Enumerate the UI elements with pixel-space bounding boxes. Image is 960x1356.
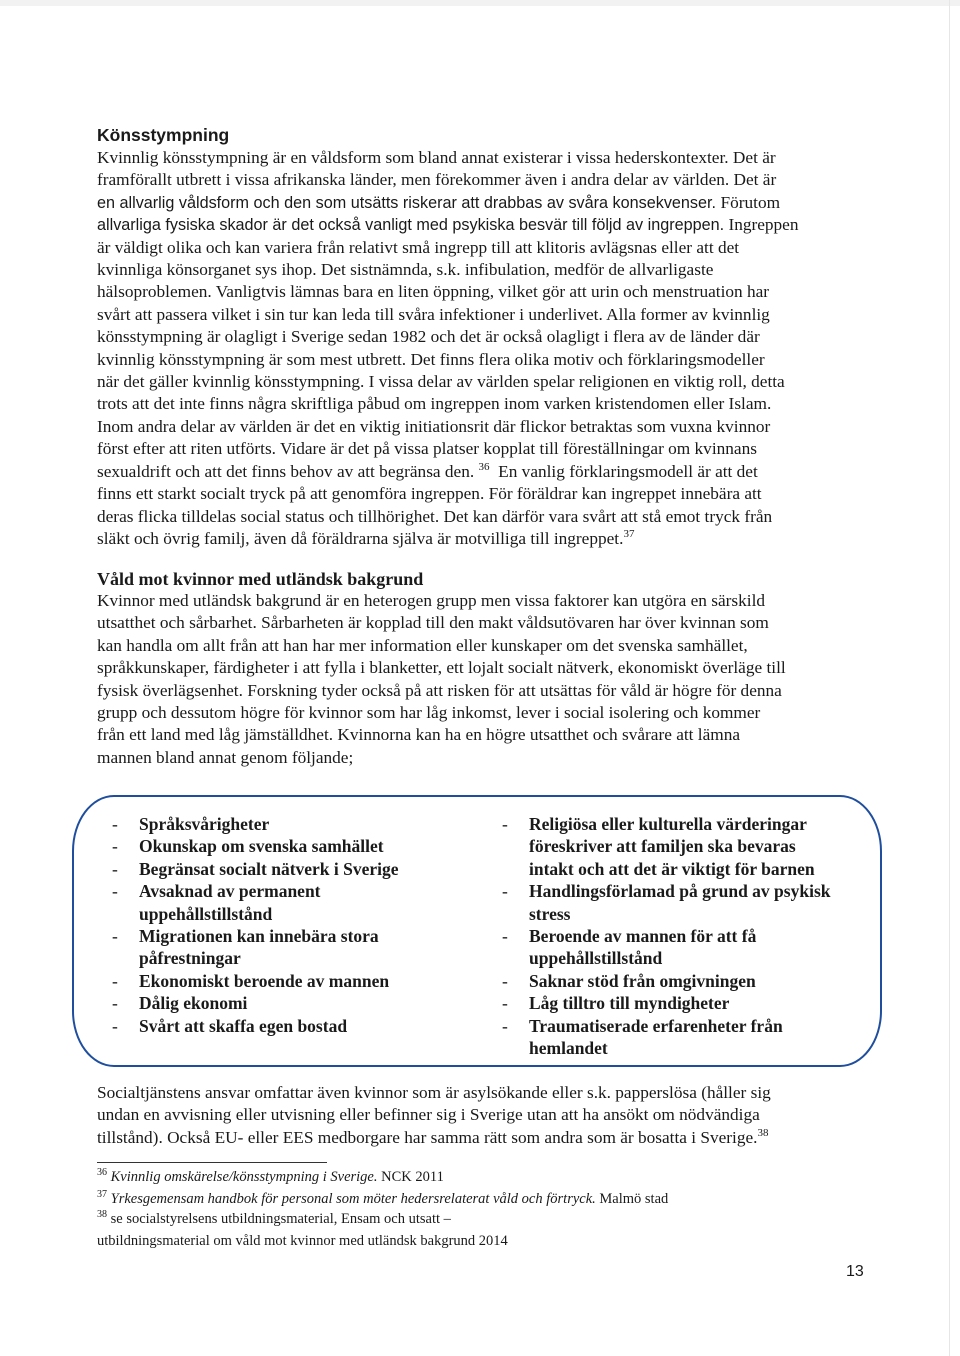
- text-line: Inom andra delar av världen är det en viktig initiationsrit där flickor betraktas som vuxna kvinnor: [97, 416, 771, 436]
- paragraph-socialtjanst: [97, 1082, 867, 1149]
- footnote-38-continuation: utbildningsmaterial om våld mot kvinnor med utländsk bakgrund 2014: [97, 1233, 508, 1249]
- dash-bullet: -: [502, 814, 508, 834]
- list-item: [502, 992, 872, 1014]
- list-item-text: Avsaknad av permanent: [139, 881, 321, 902]
- text-line: framförallt utbrett i vissa afrikanska länder, men förekommer även i andra delar av världen. Det är: [97, 170, 777, 190]
- list-item-text: uppehållstillstånd: [529, 948, 663, 969]
- list-item-text: intakt och att det är viktigt för barnen: [529, 858, 815, 879]
- text-line: Socialtjänstens ansvar omfattar även kvinnor som är asylsökande eller s.k. papperslösa (håller sig: [97, 1083, 771, 1102]
- footnote-number: 37: [97, 1189, 107, 1201]
- text-line: kan handla om allt från att han har mer information eller kunskaper om det svenska samhället,: [97, 635, 748, 655]
- paragraph-konsstympning: [97, 147, 867, 550]
- factor-list-right: [502, 813, 872, 1059]
- text-line: [97, 1127, 867, 1149]
- text-line: kvinnlig könsstympning är som mest utbrett. Det finns flera olika motiv och förklaringsmodeller: [97, 349, 765, 369]
- text-line: [97, 192, 867, 214]
- text-line: grupp och dessutom högre för kvinnor som har låg inkomst, lever i social isolering och kommer: [97, 703, 761, 723]
- dash-bullet: -: [502, 1015, 508, 1036]
- text-line: Kvinnor med utländsk bakgrund är en heterogen grupp men vissa faktorer kan utgöra en särskild: [97, 591, 766, 610]
- scan-top-band: [0, 0, 960, 6]
- list-item: [502, 970, 872, 992]
- dash-bullet: -: [112, 970, 118, 991]
- text-line: från ett land med låg jämställdhet. Kvinnorna kan ha en högre utsatthet och svårare att lämna: [97, 725, 741, 745]
- list-item-text: föreskriver att familjen ska bevaras: [529, 836, 796, 857]
- text-line: deras flicka tilldelas social status och tillhörighet. Det kan därför vara svårt att stå emot tryck från: [97, 506, 773, 526]
- list-item-text: Språksvårigheter: [139, 814, 270, 834]
- list-item: [112, 970, 442, 992]
- factor-list-left: [112, 813, 442, 1037]
- dash-bullet: -: [502, 970, 508, 991]
- list-item-text: stress: [529, 903, 571, 924]
- text-line: är väldigt olika och kan variera från relativt små ingrepp till att klitoris avlägsnas eller att det: [97, 237, 740, 257]
- list-item: [112, 858, 442, 880]
- text-segment: En vanlig förklaringsmodell är att det: [498, 461, 758, 481]
- list-item: [112, 1015, 442, 1037]
- dash-bullet: -: [112, 881, 118, 902]
- footnote-source: Malmö stad: [599, 1191, 669, 1207]
- list-item-text: Ekonomiskt beroende av mannen: [139, 970, 390, 991]
- list-item: [112, 925, 442, 970]
- list-item: [112, 992, 442, 1014]
- list-item-text: hemlandet: [529, 1038, 608, 1059]
- text-line: svårt att passera vilket i sin tur kan leda till svåra infektioner i underlivet. Alla former av kvinnlig: [97, 304, 770, 324]
- list-item: [502, 925, 872, 970]
- list-item-text: Handlingsförlamad på grund av psykisk: [529, 881, 831, 902]
- text-line: först efter att riten utförts. Vidare är det på vissa platser kopplat till föreställningar om kvinnans: [97, 439, 757, 459]
- paragraph-vald-mot-kvinnor: [97, 590, 867, 769]
- text-line: [97, 461, 867, 483]
- footnote-title: Kvinnlig omskärelse/könsstympning i Sverige.: [110, 1169, 378, 1185]
- list-item-text: Begränsat socialt nätverk i Sverige: [139, 858, 399, 879]
- footnote-number: 36: [97, 1167, 107, 1179]
- list-item-text: Dålig ekonomi: [139, 993, 248, 1014]
- list-item-text: Traumatiserade erfarenheter från: [529, 1015, 783, 1036]
- text-segment: släkt och övrig familj, även då föräldrarna själva är motvilliga till ingreppet.: [97, 528, 624, 548]
- list-item-text: uppehållstillstånd: [139, 903, 273, 924]
- list-item: [112, 813, 442, 835]
- text-segment: Förutom: [720, 192, 781, 212]
- footnote-ref-38[interactable]: 38: [757, 1127, 769, 1140]
- text-segment: allvarliga fysiska skador är det också vanligt med psykiska besvär till följd av ingreppen.: [97, 216, 725, 235]
- footnote-38: [97, 1210, 451, 1228]
- text-line: språkkunskaper, färdigheter i att fylla i blanketter, ett lojalt socialt nätverk, ekonomiskt överläge till: [97, 658, 786, 678]
- text-segment: sexualdrift och att det finns behov av att begränsa den.: [97, 461, 475, 481]
- section-heading-konsstympning: Könsstympning: [97, 125, 230, 145]
- footnote-text: se socialstyrelsens utbildningsmaterial, Ensam och utsatt –: [110, 1211, 451, 1227]
- list-item-text: Beroende av mannen för att få: [529, 926, 757, 947]
- footnote-source: NCK 2011: [381, 1169, 444, 1185]
- list-item: [502, 1015, 872, 1060]
- footnote-divider: [97, 1162, 327, 1163]
- page-number: 13: [846, 1263, 864, 1280]
- list-item: [112, 880, 442, 925]
- text-line: finns ett starkt socialt tryck på att genomföra ingreppen. För föräldrar kan ingreppet innebära att: [97, 484, 762, 504]
- dash-bullet: -: [112, 926, 118, 947]
- list-item-text: Svårt att skaffa egen bostad: [139, 1015, 348, 1036]
- dash-bullet: -: [502, 926, 508, 947]
- list-item: [502, 813, 872, 880]
- dash-bullet: -: [112, 993, 118, 1014]
- text-line: fysisk överlägsenhet. Forskning tyder också på att risken för att utsättas för våld är högre för denna: [97, 680, 782, 700]
- list-item: [502, 880, 872, 925]
- text-segment: Ingreppen: [728, 215, 799, 235]
- dash-bullet: -: [502, 881, 508, 902]
- list-item-text: Migrationen kan innebära stora: [139, 926, 379, 947]
- text-segment: tillstånd). Också EU- eller EES medborgare har samma rätt som andra som är bosatta i Sverige.: [97, 1127, 758, 1147]
- text-line: när det gäller kvinnlig könsstympning. I vissa delar av världen spelar religionen en viktig roll, detta: [97, 372, 785, 392]
- text-line: kvinnliga könsorganet sys ihop. Det sistnämnda, s.k. infibulation, medför de allvarligaste: [97, 260, 714, 280]
- list-item-text: påfrestningar: [139, 948, 241, 969]
- footnote-title: Yrkesgemensam handbok för personal som möter hedersrelaterat våld och förtryck.: [110, 1191, 596, 1207]
- list-item-text: Religiösa eller kulturella värderingar: [529, 814, 807, 834]
- list-item-text: Låg tilltro till myndigheter: [529, 993, 730, 1014]
- footnote-ref-36[interactable]: 36: [478, 460, 490, 473]
- footnote-36: [97, 1168, 444, 1186]
- dash-bullet: -: [112, 858, 118, 879]
- text-line: utsatthet och sårbarhet. Sårbarheten är kopplad till den makt våldsutövaren har över kvinnan som: [97, 613, 769, 633]
- dash-bullet: -: [112, 836, 118, 857]
- text-line: hälsoproblemen. Vanligtvis lämnas bara en liten öppning, vilket gör att urin och menstruation har: [97, 282, 770, 302]
- footnote-number: 38: [97, 1209, 107, 1221]
- text-line: undan en avvisning eller utvisning eller befinner sig i Sverige utan att ha ansökt om nödvändiga: [97, 1105, 760, 1125]
- footnote-ref-37[interactable]: 37: [623, 528, 635, 541]
- footnote-37: [97, 1190, 668, 1208]
- text-line: Kvinnlig könsstympning är en våldsform som bland annat existerar i vissa hederskontexter. Det är: [97, 148, 776, 167]
- scan-right-edge: [949, 0, 950, 1356]
- dash-bullet: -: [112, 814, 118, 834]
- text-line: [97, 528, 867, 550]
- section-heading-vald-mot-kvinnor: Våld mot kvinnor med utländsk bakgrund: [97, 569, 424, 589]
- dash-bullet: -: [502, 993, 508, 1014]
- text-segment: en allvarlig våldsform och den som utsätts riskerar att drabbas av svåra konsekvenser.: [97, 193, 717, 212]
- text-line: [97, 214, 867, 236]
- list-item: [112, 835, 442, 857]
- list-item-text: Okunskap om svenska samhället: [139, 836, 384, 857]
- text-line: mannen bland annat genom följande;: [97, 747, 354, 767]
- text-line: könsstympning är olagligt i Sverige sedan 1982 och det är också olagligt i flera av de länder där: [97, 327, 760, 347]
- text-line: trots att det inte finns några skriftliga påbud om ingreppen inom varken kristendomen eller Islam.: [97, 394, 772, 414]
- dash-bullet: -: [112, 1015, 118, 1036]
- list-item-text: Saknar stöd från omgivningen: [529, 970, 756, 991]
